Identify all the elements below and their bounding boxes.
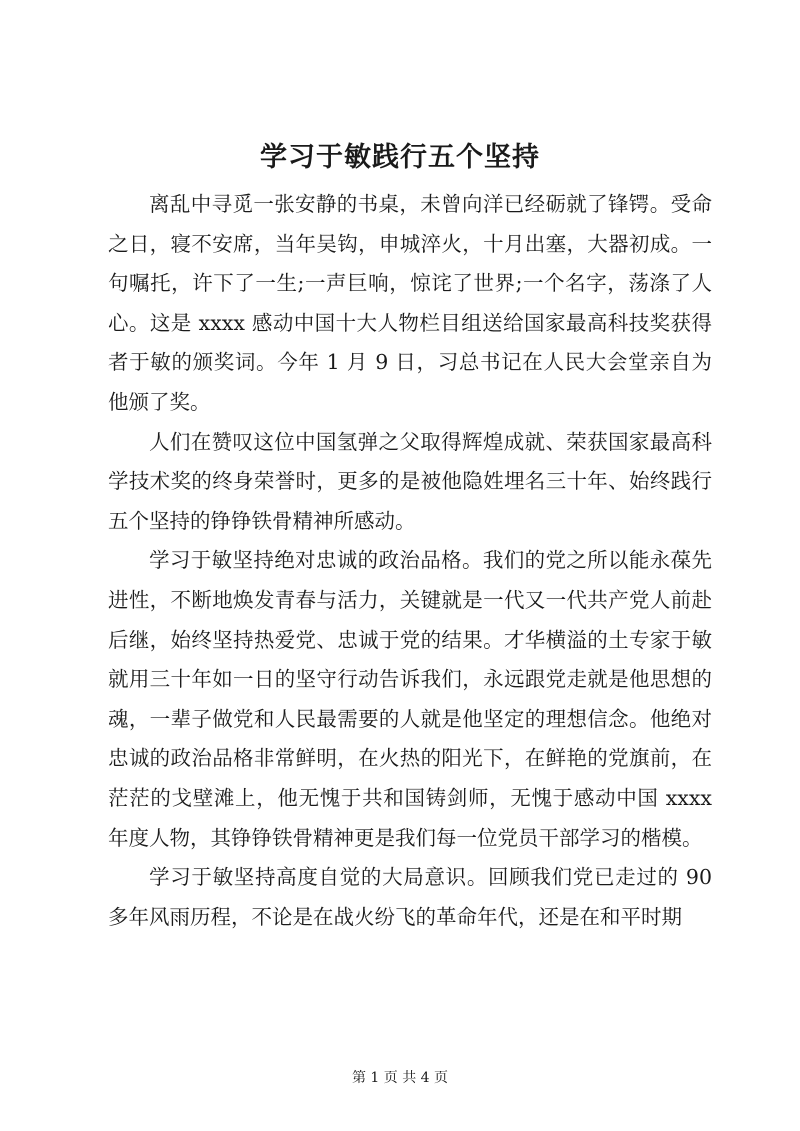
page-footer: 第 1 页 共 4 页 [351, 1070, 449, 1086]
paragraph-intro: 离乱中寻觅一张安静的书桌，未曾向洋已经砺就了锋锷。受命之日，寝不安席，当年吴钩，申城淬火，十月出塞，大器初成。一句嘱托，许下了一生;一声巨响，惊诧了世界;一个名字，荡涤了人心。这是 xxxx 感动中国十大人物栏目组送给国家最高科技奖获得者于敏的颁奖词。今年 1 月 9 日，习总书记在人民大会堂亲自为他颁了奖。 [108, 192, 712, 414]
document-title: 学习于敏践行五个坚持 [260, 142, 540, 173]
document-body [108, 185, 712, 937]
paragraph-loyalty: 学习于敏坚持绝对忠诚的政治品格。我们的党之所以能永葆先进性，不断地焕发青春与活力，关键就是一代又一代共产党人前赴后继，始终坚持热爱党、忠诚于党的结果。才华横溢的土专家于敏就用三十年如一日的坚守行动告诉我们，永远跟党走就是他思想的魂，一辈子做党和人民最需要的人就是他坚定的理想信念。他绝对忠诚的政治品格非常鲜明，在火热的阳光下，在鲜艳的党旗前，在茫茫的戈壁滩上，他无愧于共和国铸剑师，无愧于感动中国 xxxx 年度人物，其铮铮铁骨精神更是我们每一位党员干部学习的楷模。 [108, 548, 712, 850]
paragraph-big-picture: 学习于敏坚持高度自觉的大局意识。回顾我们党已走过的 90 多年风雨历程，不论是在战火纷飞的革命年代，还是在和平时期 [108, 865, 712, 929]
paragraph-summary: 人们在赞叹这位中国氢弹之父取得辉煌成就、荣获国家最高科学技术奖的终身荣誉时，更多的是被他隐姓埋名三十年、始终践行五个坚持的铮铮铁骨精神所感动。 [108, 429, 712, 533]
